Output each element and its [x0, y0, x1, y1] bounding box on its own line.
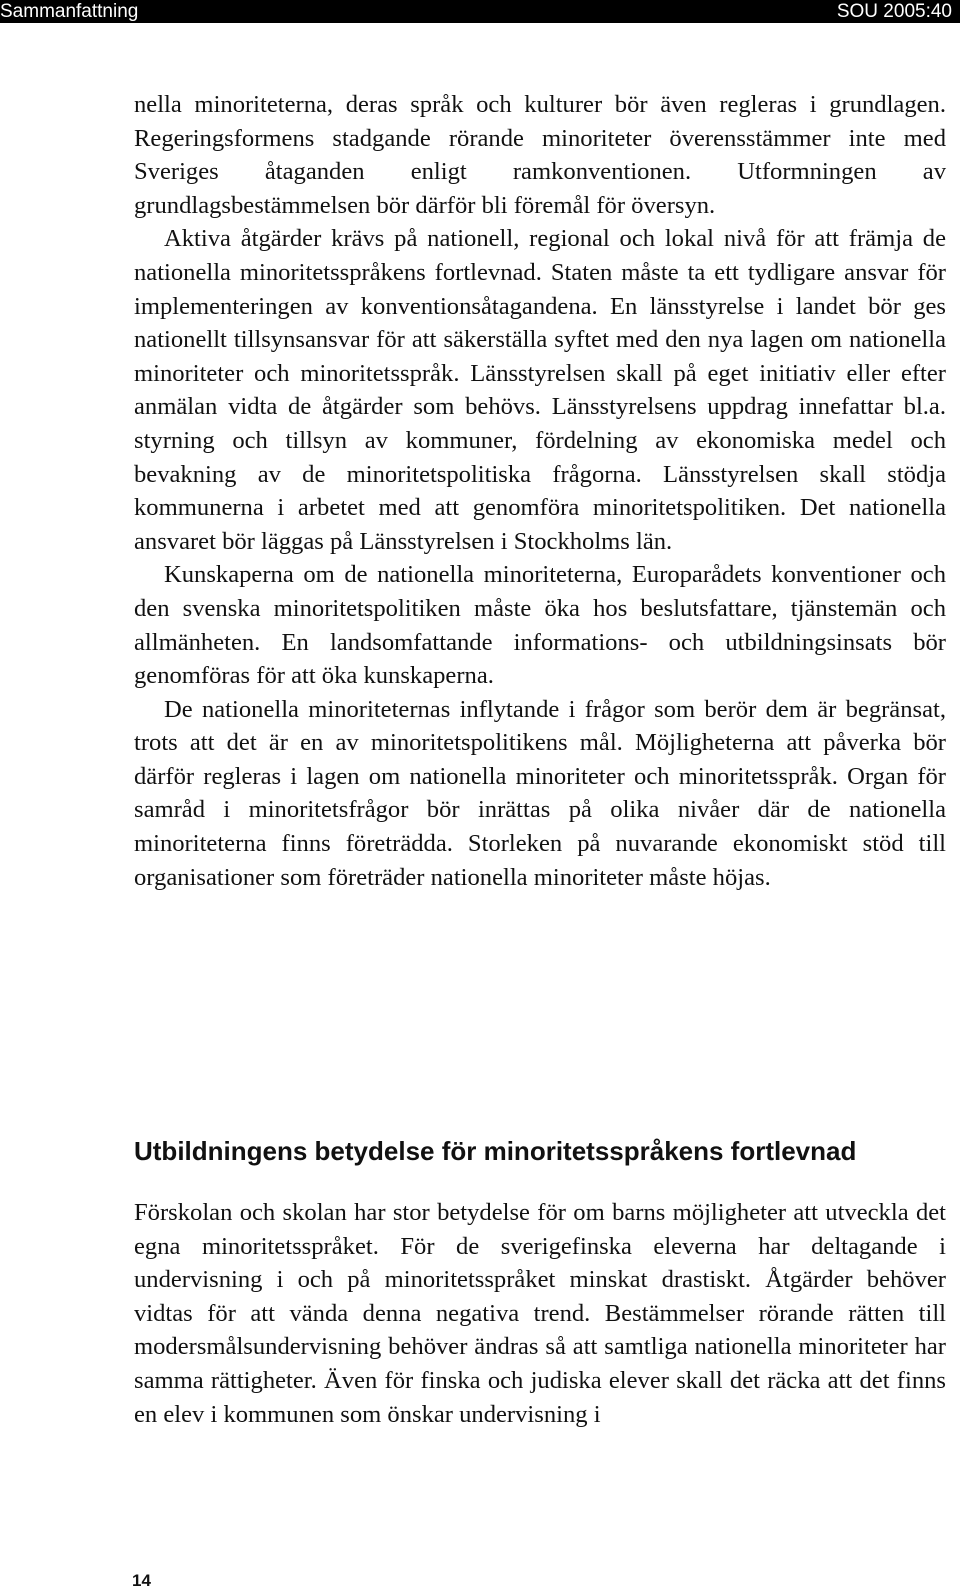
section-paragraph: Förskolan och skolan har stor betydelse för om barns möjligheter att utveckla det egna minoritetsspråket. För de sverigefinska eleverna har deltagande i undervisning i och på minoritetsspråket minskat drastiskt. Åtgärder behöver vidtas för att vända denna negativa trend. Bestämmelser rörande rätten till modersmålsundervisning behöver ändras så att samtliga nationella minoriteter har samma rättigheter. Även för finska och judiska elever skall det räcka att det finns en elev i kommunen som önskar undervisning i: [134, 1199, 946, 1428]
page-number: 14: [132, 1571, 151, 1590]
body-text-block: [134, 88, 946, 894]
body-paragraph: De nationella minoriteternas inflytande i frågor som berör dem är begränsat, trots att det är en av minoritetspolitikens mål. Möjligheterna att påverka bör därför regleras i lagen om nationella minoriteter och minoritetsspråk. Organ för samråd i minoritetsfrågor bör inrättas på olika nivåer där de nationella minoriteterna finns företrädda. Storleken på nuvarande ekonomiskt stöd till organisationer som företräder nationella minoriteter måste höjas.: [134, 695, 946, 891]
body-paragraph: nella minoriteterna, deras språk och kulturer bör även regleras i grundlagen. Regeringsformens stadgande rörande minoriteter överensstämmer inte med Sveriges åtaganden enligt ramkonventionen. Utformningen av grundlagsbestämmelsen bör därför bli föremål för översyn.: [134, 91, 946, 219]
section-text-block: [134, 1196, 946, 1431]
header-document-id: SOU 2005:40: [836, 1, 952, 22]
section-heading: Utbildningens betydelse för minoritetsspråkens fortlevnad: [134, 1136, 857, 1166]
body-paragraph: Aktiva åtgärder krävs på nationell, regional och lokal nivå för att främja de nationella minoritetsspråkens fortlevnad. Staten måste ta ett tydligare ansvar för implementeringen av konventionsåtagandena. En länsstyrelse i landet bör ges nationellt tillsynsansvar för att säkerställa syftet med den nya lagen om nationella minoriteter och minoritetsspråk. Länsstyrelsen skall på eget initiativ eller efter anmälan vidta de åtgärder som behövs. Länsstyrelsens uppdrag innefattar bl.a. styrning och tillsyn av kommuner, fördelning av ekonomiska medel och bevakning av de minoritetspolitiska frågorna. Länsstyrelsen skall stödja kommunerna i arbetet med att genomföra minoritetspolitiken. Det nationella ansvaret bör läggas på Länsstyrelsen i Stockholms län.: [134, 225, 946, 555]
running-header: [0, 0, 960, 23]
body-paragraph: Kunskaperna om de nationella minoriteterna, Europarådets konventioner och den svenska minoritetspolitiken måste öka hos beslutsfattare, tjänstemän och allmänheten. En landsomfattande informations- och utbildningsinsats bör genomföras för att öka kunskaperna.: [134, 561, 946, 690]
header-section-title: Sammanfattning: [0, 1, 139, 22]
